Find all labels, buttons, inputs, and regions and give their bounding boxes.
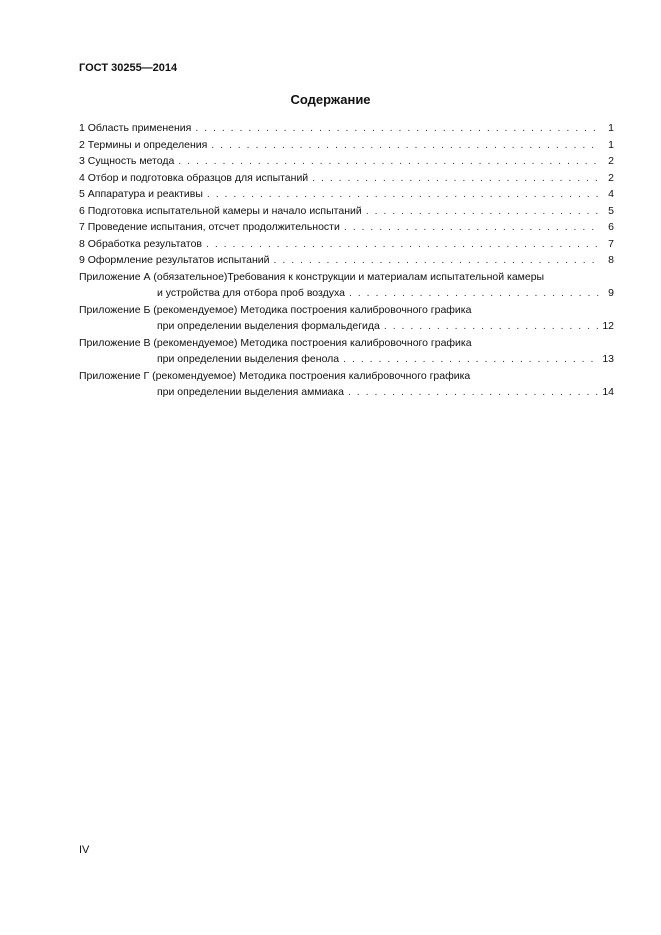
toc-entry-1[interactable] — [79, 120, 614, 137]
toc-entry-4[interactable] — [79, 170, 614, 187]
toc-entry-text: 7 Проведение испытания, отсчет продолжительности — [79, 221, 340, 233]
toc-entry-text: 9 Оформление результатов испытаний — [79, 254, 270, 266]
toc-appendix-v[interactable] — [79, 335, 614, 368]
leader-dots — [195, 120, 600, 137]
page-number-footer: IV — [79, 844, 90, 856]
toc-entry-text: 1 Область применения — [79, 122, 192, 134]
toc-entry-8[interactable] — [79, 236, 614, 253]
toc-page-number: 5 — [608, 204, 614, 217]
toc-appendix-subtitle: при определении выделения формальдегида — [157, 320, 380, 332]
toc-page-number: 4 — [608, 188, 614, 200]
toc-page-number: 12 — [602, 320, 614, 332]
toc-page-number: 13 — [602, 353, 614, 365]
leader-dots — [366, 203, 600, 220]
leader-dots — [343, 351, 598, 368]
toc-entry-7[interactable] — [79, 219, 614, 236]
toc-entry-text: 3 Сущность метода — [79, 155, 175, 167]
leader-dots — [344, 219, 600, 236]
toc-entry-3[interactable] — [79, 153, 614, 170]
toc-appendix-subtitle: при определении выделения фенола — [157, 353, 340, 365]
toc-entry-9[interactable] — [79, 252, 614, 269]
document-header: ГОСТ 30255—2014 — [79, 62, 178, 74]
toc-page-number: 14 — [602, 386, 614, 398]
toc-appendix-title: Приложение Г (рекомендуемое) Методика построения калибровочного графика — [79, 369, 471, 382]
toc-appendix-title: Приложение А (обязательное)Требования к конструкции и материалам испытательной камеры — [79, 270, 545, 283]
leader-dots — [349, 285, 600, 302]
toc-entry-2[interactable] — [79, 137, 614, 154]
table-of-contents — [79, 120, 614, 401]
page-title: Содержание — [290, 92, 371, 107]
toc-appendix-subtitle: и устройства для отбора проб воздуха — [157, 287, 345, 299]
toc-appendix-a[interactable] — [79, 269, 614, 302]
toc-entry-text: 2 Термины и определения — [79, 138, 208, 151]
toc-entry-text: 5 Аппаратура и реактивы — [79, 188, 203, 200]
toc-appendix-title: Приложение Б (рекомендуемое) Методика построения калибровочного графика — [79, 303, 472, 316]
leader-dots — [206, 236, 600, 253]
toc-appendix-title: Приложение В (рекомендуемое) Методика построения калибровочного графика — [79, 336, 472, 349]
toc-page-number: 8 — [608, 254, 614, 266]
leader-dots — [348, 384, 598, 401]
toc-entry-text: 8 Обработка результатов — [79, 237, 202, 250]
toc-appendix-subtitle: при определении выделения аммиака — [157, 386, 344, 398]
toc-page-number: 7 — [608, 237, 614, 250]
toc-appendix-b[interactable] — [79, 302, 614, 335]
leader-dots — [211, 137, 600, 154]
toc-page-number: 9 — [608, 287, 614, 299]
toc-entry-text: 6 Подготовка испытательной камеры и начало испытаний — [79, 204, 362, 217]
toc-page-number: 2 — [608, 155, 614, 167]
toc-page-number: 6 — [608, 221, 614, 233]
leader-dots — [384, 318, 598, 335]
toc-page-number: 2 — [608, 171, 614, 184]
toc-entry-6[interactable] — [79, 203, 614, 220]
toc-entry-text: 4 Отбор и подготовка образцов для испытаний — [79, 171, 309, 184]
leader-dots — [178, 153, 600, 170]
leader-dots — [312, 170, 600, 187]
toc-appendix-g[interactable] — [79, 368, 614, 401]
leader-dots — [207, 186, 600, 203]
toc-entry-5[interactable] — [79, 186, 614, 203]
toc-page-number: 1 — [608, 122, 614, 134]
toc-page-number: 1 — [608, 138, 614, 151]
leader-dots — [274, 252, 600, 269]
